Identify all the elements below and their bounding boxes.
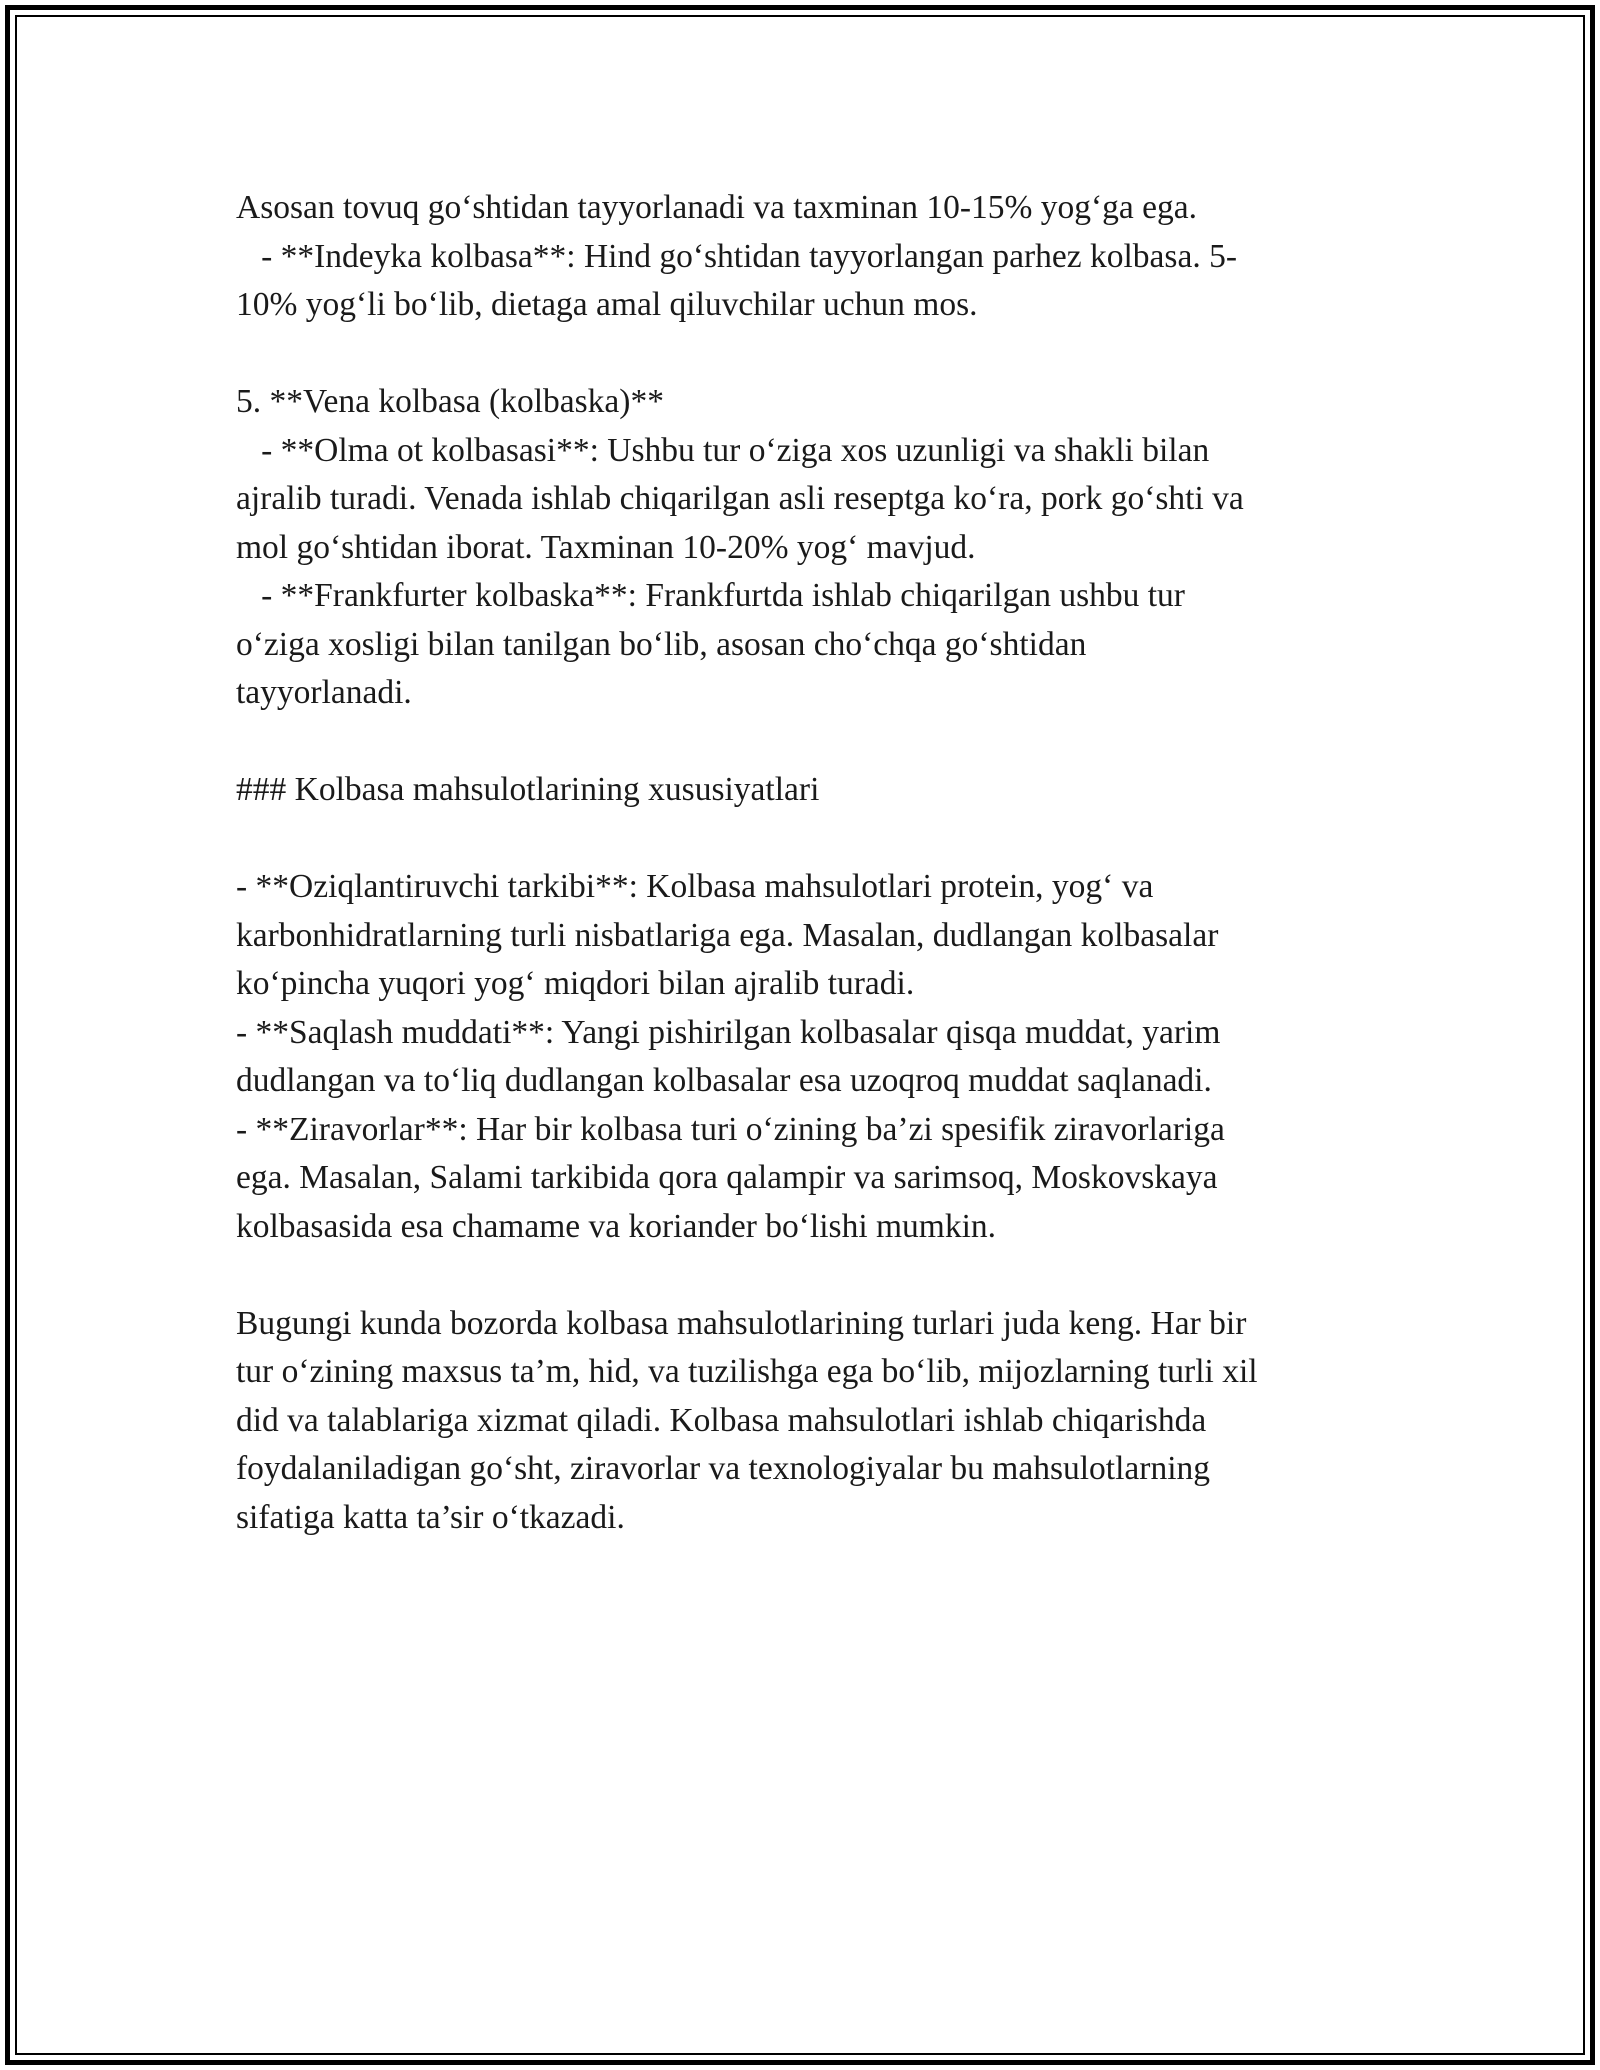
text-line: dudlangan va to‘liq dudlangan kolbasalar esa uzoqroq muddat saqlanadi. (236, 1062, 1212, 1099)
blank-line (236, 815, 1366, 864)
text-line: mol go‘shtidan iborat. Taxminan 10-20% yog‘ mavjud. (236, 528, 976, 566)
text-line: 10% yog‘li bo‘lib, dietaga amal qiluvchilar uchun mos. (236, 286, 978, 323)
text-line: - **Olma ot kolbasasi**: Ushbu tur o‘ziga xos uzunligi va shakli bilan (236, 431, 1210, 469)
text-line: kolbasasida esa chamame va koriander bo‘lishi mumkin. (236, 1207, 997, 1245)
text-line: ko‘pincha yuqori yog‘ miqdori bilan ajralib turadi. (236, 965, 915, 1002)
text-line: did va talablariga xizmat qiladi. Kolbasa mahsulotlari ishlab chiqarishda (236, 1401, 1207, 1439)
text-line: 5. **Vena kolbasa (kolbaska)** (236, 383, 664, 420)
text-line: ega. Masalan, Salami tarkibida qora qalampir va sarimsoq, Moskovskaya (236, 1159, 1218, 1196)
text-line: tayyorlanadi. (236, 674, 412, 711)
text-line: - **Oziqlantiruvchi tarkibi**: Kolbasa mahsulotlari protein, yog‘ va (236, 868, 1154, 905)
text-line: - **Frankfurter kolbaska**: Frankfurtda ishlab chiqarilgan ushbu tur (236, 577, 1185, 614)
text-line: ajralib turadi. Venada ishlab chiqarilgan asli reseptga ko‘ra, pork go‘shti va (236, 480, 1244, 517)
text-line: - **Saqlash muddati**: Yangi pishirilgan kolbasalar qisqa muddat, yarim (236, 1013, 1221, 1051)
section-heading: ### Kolbasa mahsulotlarining xususiyatlari (236, 771, 820, 808)
text-line: tur o‘zining maxsus ta’m, hid, va tuzilishga ega bo‘lib, mijozlarning turli xil (236, 1353, 1258, 1390)
blank-line (236, 330, 1366, 379)
blank-line (236, 718, 1366, 767)
text-line: sifatiga katta ta’sir o‘tkazadi. (236, 1498, 625, 1536)
text-line: foydalaniladigan go‘sht, ziravorlar va texnologiyalar bu mahsulotlarning (236, 1450, 1211, 1487)
text-line: Bugungi kunda bozorda kolbasa mahsulotlarining turlari juda keng. Har bir (236, 1304, 1247, 1342)
text-line: o‘ziga xosligi bilan tanilgan bo‘lib, asosan cho‘chqa go‘shtidan (236, 625, 1087, 663)
document-body (236, 184, 1366, 1542)
blank-line (236, 1251, 1366, 1300)
text-line: - **Ziravorlar**: Har bir kolbasa turi o‘zining ba’zi spesifik ziravorlariga (236, 1110, 1225, 1148)
text-line: karbonhidratlarning turli nisbatlariga ega. Masalan, dudlangan kolbasalar (236, 916, 1219, 954)
text-line: - **Indeyka kolbasa**: Hind go‘shtidan tayyorlangan parhez kolbasa. 5- (236, 237, 1237, 275)
text-line: Asosan tovuq go‘shtidan tayyorlanadi va taxminan 10-15% yog‘ga ega. (236, 189, 1198, 226)
